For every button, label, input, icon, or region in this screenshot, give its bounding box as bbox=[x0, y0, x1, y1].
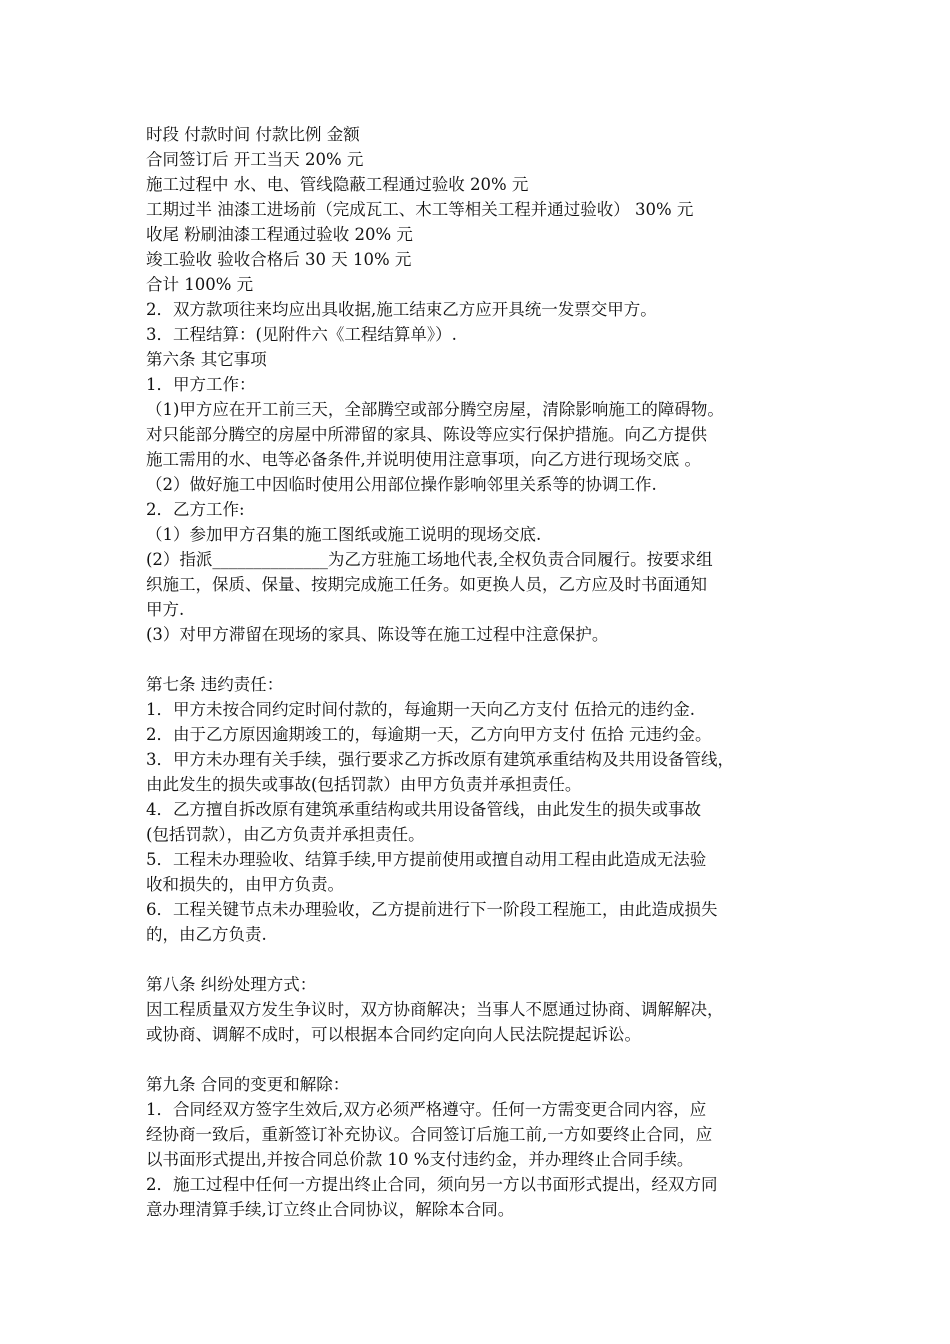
paragraph-line: （1）参加甲方召集的施工图纸或施工说明的现场交底. bbox=[146, 525, 542, 544]
paragraph-line: 对只能部分腾空的房屋中所滞留的家具、陈设等应实行保护措施。向乙方提供 bbox=[146, 425, 707, 444]
paragraph-line: 3．工程结算：(见附件六《工程结算单》）. bbox=[146, 325, 457, 344]
payment-row: 竣工验收 验收合格后 30 天 10% 元 bbox=[146, 250, 412, 269]
payment-row: 收尾 粉刷油漆工程通过验收 20% 元 bbox=[146, 225, 413, 244]
paragraph-line: 2．双方款项往来均应出具收据,施工结束乙方应开具统一发票交甲方。 bbox=[146, 300, 657, 319]
paragraph-line: （2）做好施工中因临时使用公用部位操作影响邻里关系等的协调工作. bbox=[146, 475, 657, 494]
article-8 bbox=[146, 972, 822, 1047]
paragraph-line: 6．工程关键节点未办理验收，乙方提前进行下一阶段工程施工，由此造成损失 bbox=[146, 900, 718, 919]
paragraph-line: 3．甲方未办理有关手续，强行要求乙方拆改原有建筑承重结构及共用设备管线， bbox=[146, 750, 734, 769]
paragraph-line: 1．合同经双方签字生效后,双方必须严格遵守。任何一方需变更合同内容，应 bbox=[146, 1100, 707, 1119]
paragraph-line: （1)甲方应在开工前三天，全部腾空或部分腾空房屋，清除影响施工的障碍物。 bbox=[146, 400, 724, 419]
blank-line bbox=[146, 647, 822, 672]
article-9 bbox=[146, 1072, 822, 1222]
payment-schedule bbox=[146, 122, 822, 297]
document-body bbox=[146, 122, 822, 1222]
clause5-tail bbox=[146, 297, 822, 347]
paragraph-line: 收和损失的，由甲方负责。 bbox=[146, 875, 344, 894]
paragraph-line: 2．由于乙方原因逾期竣工的，每逾期一天，乙方向甲方支付 伍拾 元违约金。 bbox=[146, 725, 712, 744]
paragraph-line: (2）指派______________为乙方驻施工场地代表,全权负责合同履行。按要求组 bbox=[146, 550, 713, 569]
paragraph-line: (包括罚款），由乙方负责并承担责任。 bbox=[146, 825, 425, 844]
paragraph-line: 4．乙方擅自拆改原有建筑承重结构或共用设备管线，由此发生的损失或事故 bbox=[146, 800, 701, 819]
article-6 bbox=[146, 347, 822, 647]
article-title: 第九条 合同的变更和解除： bbox=[146, 1075, 350, 1094]
paragraph-line: 2．施工过程中任何一方提出终止合同，须向另一方以书面形式提出，经双方同 bbox=[146, 1175, 718, 1194]
paragraph-line: 2．乙方工作: bbox=[146, 500, 245, 519]
paragraph-line: (3）对甲方滞留在现场的家具、陈设等在施工过程中注意保护。 bbox=[146, 625, 609, 644]
paragraph-line: 或协商、调解不成时，可以根据本合同约定向向人民法院提起诉讼。 bbox=[146, 1025, 641, 1044]
paragraph-line: 施工需用的水、电等必备条件,并说明使用注意事项，向乙方进行现场交底 。 bbox=[146, 450, 701, 469]
paragraph-line: 甲方. bbox=[146, 600, 185, 619]
paragraph-line: 以书面形式提出,并按合同总价款 10 %支付违约金，并办理终止合同手续。 bbox=[146, 1150, 694, 1169]
paragraph-line: 1．甲方工作： bbox=[146, 375, 256, 394]
payment-table-header: 时段 付款时间 付款比例 金额 bbox=[146, 125, 360, 144]
payment-row: 合同签订后 开工当天 20% 元 bbox=[146, 150, 364, 169]
blank-line bbox=[146, 947, 822, 972]
paragraph-line: 经协商一致后，重新签订补充协议。合同签订后施工前,一方如要终止合同，应 bbox=[146, 1125, 713, 1144]
article-title: 第八条 纠纷处理方式： bbox=[146, 975, 317, 994]
payment-total-row: 合计 100% 元 bbox=[146, 275, 254, 294]
article-7 bbox=[146, 672, 822, 947]
article-title: 第七条 违约责任： bbox=[146, 675, 284, 694]
blank-line bbox=[146, 1047, 822, 1072]
paragraph-line: 因工程质量双方发生争议时，双方协商解决；当事人不愿通过协商、调解解决， bbox=[146, 1000, 724, 1019]
paragraph-line: 织施工，保质、保量、按期完成施工任务。如更换人员，乙方应及时书面通知 bbox=[146, 575, 707, 594]
payment-row: 施工过程中 水、电、管线隐蔽工程通过验收 20% 元 bbox=[146, 175, 529, 194]
article-title: 第六条 其它事项 bbox=[146, 350, 267, 369]
paragraph-line: 的，由乙方负责. bbox=[146, 925, 267, 944]
payment-row: 工期过半 油漆工进场前（完成瓦工、木工等相关工程并通过验收） 30% 元 bbox=[146, 200, 694, 219]
paragraph-line: 5．工程未办理验收、结算手续,甲方提前使用或擅自动用工程由此造成无法验 bbox=[146, 850, 707, 869]
paragraph-line: 意办理清算手续,订立终止合同协议，解除本合同。 bbox=[146, 1200, 515, 1219]
paragraph-line: 1．甲方未按合同约定时间付款的，每逾期一天向乙方支付 伍拾元的违约金. bbox=[146, 700, 695, 719]
paragraph-line: 由此发生的损失或事故(包括罚款）由甲方负责并承担责任。 bbox=[146, 775, 582, 794]
